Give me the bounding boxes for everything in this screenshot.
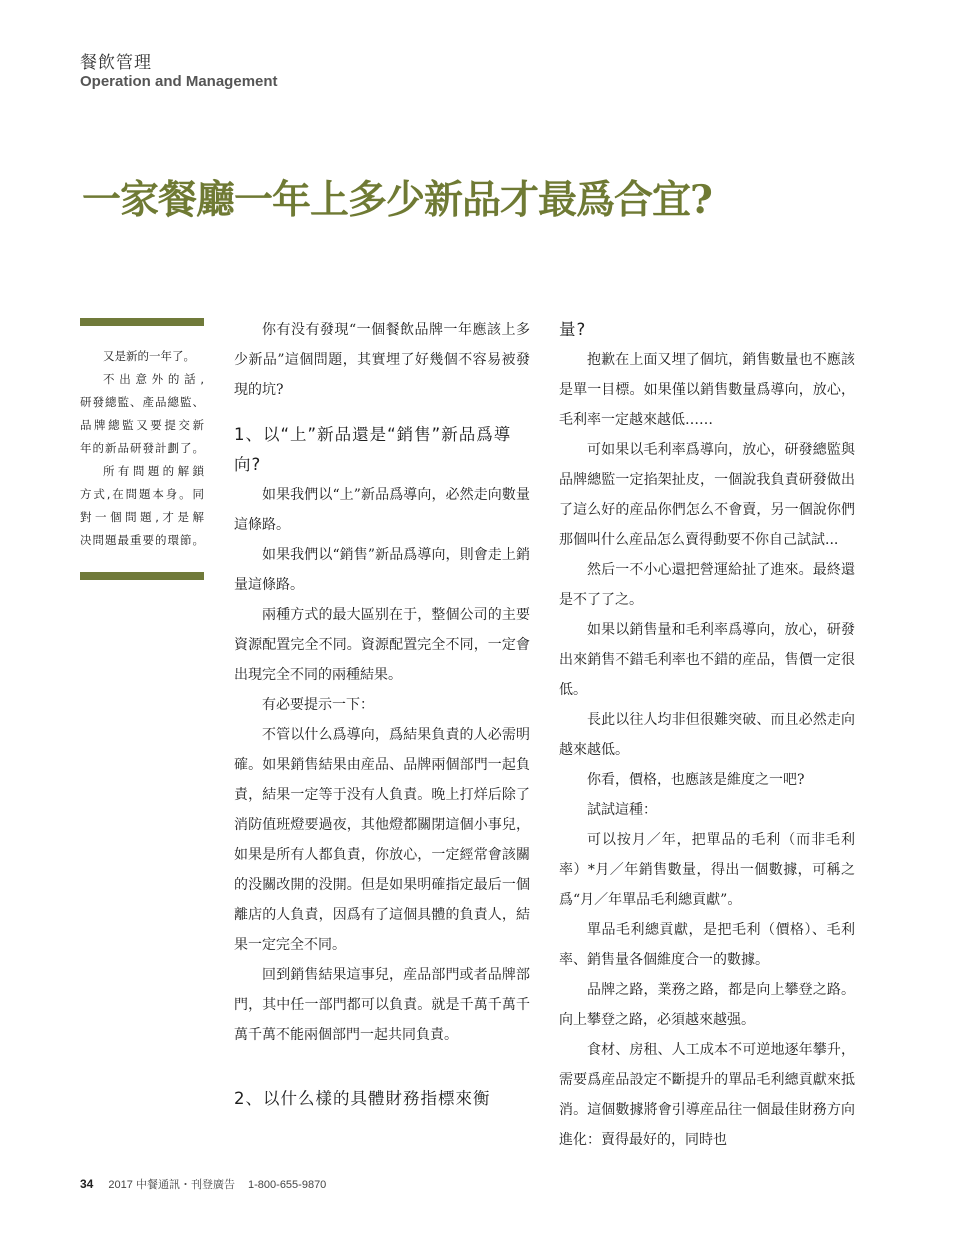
sidebar-line: 研發總監、產品總監、 bbox=[80, 395, 204, 409]
sidebar-line: 對一個問題,才是解 bbox=[80, 510, 204, 524]
paragraph: 如果以銷售量和毛利率爲導向，放心，研發出來銷售不錯毛利率也不錯的産品，售價一定很低。 bbox=[559, 622, 855, 698]
sidebar-line: 不出意外的話, bbox=[103, 372, 204, 386]
paragraph: 有必要提示一下： bbox=[262, 697, 374, 713]
paragraph: 如果我們以“銷售”新品爲導向，則會走上銷量這條路。 bbox=[234, 547, 530, 593]
paragraph: 可如果以毛利率爲導向，放心，研發總監與品牌總監一定掐架扯皮，一個說我負責研發做出了這么好的産品你們怎么不會賣，另一個說你們那個叫什么産品怎么賣得動要不你自己試試... bbox=[559, 442, 855, 548]
paragraph: 如果我們以“上”新品爲導向，必然走向數量這條路。 bbox=[234, 487, 530, 533]
article-headline: 一家餐廳一年上多少新品才最爲合宜? bbox=[82, 177, 712, 224]
paragraph: 單品毛利總貢獻，是把毛利（價格）、毛利率、銷售量各個維度合一的數據。 bbox=[559, 922, 855, 968]
sidebar-top-rule bbox=[80, 318, 204, 326]
subheading-2: 2、以什么樣的具體財務指標來衡 bbox=[234, 1089, 491, 1108]
publication-info: 2017 中餐通訊・刊登廣告 bbox=[108, 1179, 235, 1191]
subheading-2-continued: 量? bbox=[559, 320, 587, 339]
page-number: 34 bbox=[80, 1177, 94, 1191]
section-title: 餐飲管理 bbox=[80, 53, 152, 73]
page-footer bbox=[80, 1176, 326, 1192]
paragraph: 試試這種： bbox=[587, 802, 657, 818]
intro-paragraph: 你有没有發現“一個餐飲品牌一年應該上多少新品”這個問題，其實埋了好幾個不容易被發現的坑? bbox=[234, 322, 530, 398]
subheading-1: 1、以“上”新品還是“銷售”新品爲導向? bbox=[234, 425, 512, 474]
paragraph: 可以按月／年，把單品的毛利（而非毛利率）*月／年銷售數量，得出一個數據，可稱之爲“月／年單品毛利總貢獻”。 bbox=[559, 832, 855, 908]
sidebar-line: 又是新的一年了。 bbox=[103, 349, 195, 363]
section-subtitle: Operation and Management bbox=[80, 73, 278, 90]
paragraph: 抱歉在上面又埋了個坑，銷售數量也不應該是單一目標。如果僅以銷售數量爲導向，放心，毛利率一定越來越低…… bbox=[559, 352, 855, 428]
sidebar-line: 所有問題的解鎖 bbox=[103, 464, 204, 478]
paragraph: 然后一不小心還把營運給扯了進來。最終還是不了了之。 bbox=[559, 562, 855, 608]
sidebar-bottom-rule bbox=[80, 572, 204, 580]
paragraph: 品牌之路，業務之路，都是向上攀登之路。向上攀登之路，必須越來越强。 bbox=[559, 982, 855, 1028]
paragraph: 回到銷售結果這事兒，産品部門或者品牌部門，其中任一部門都可以負責。就是千萬千萬千萬千萬不能兩個部門一起共同負責。 bbox=[234, 967, 530, 1043]
paragraph: 長此以往人均非但很難突破、而且必然走向越來越低。 bbox=[559, 712, 855, 758]
paragraph: 你看，價格，也應該是維度之一吧? bbox=[587, 772, 805, 788]
sidebar-line: 年的新品研發計劃了。 bbox=[80, 441, 204, 455]
article-column-2 bbox=[559, 315, 855, 1155]
sidebar-line: 决問題最重要的環節。 bbox=[80, 533, 204, 547]
article-column-1 bbox=[234, 315, 530, 1114]
sidebar-line: 品牌總監又要提交新 bbox=[80, 418, 204, 432]
paragraph: 兩種方式的最大區别在于，整個公司的主要資源配置完全不同。資源配置完全不同，一定會出現完全不同的兩種結果。 bbox=[234, 607, 530, 683]
paragraph: 食材、房租、人工成本不可逆地逐年攀升，需要爲産品設定不斷提升的單品毛利總貢獻來抵消。這個數據將會引導産品往一個最佳財務方向進化：賣得最好的，同時也 bbox=[559, 1042, 855, 1148]
paragraph: 不管以什么爲導向，爲結果負責的人必需明確。如果銷售結果由産品、品牌兩個部門一起負責，結果一定等于没有人負責。晚上打烊后除了消防值班燈要過夜，其他燈都關閉這個小事兒，如果是所有人都負責，你放心，一定經常會該關的没關改開的没開。但是如果明確指定最后一個離店的人負責，因爲有了這個具體的負責人，結果一定完全不同。 bbox=[234, 727, 530, 953]
sidebar-line: 方式,在問題本身。同 bbox=[80, 487, 204, 501]
phone-number: 1-800-655-9870 bbox=[248, 1179, 327, 1191]
pull-quote-sidebar bbox=[80, 345, 204, 552]
